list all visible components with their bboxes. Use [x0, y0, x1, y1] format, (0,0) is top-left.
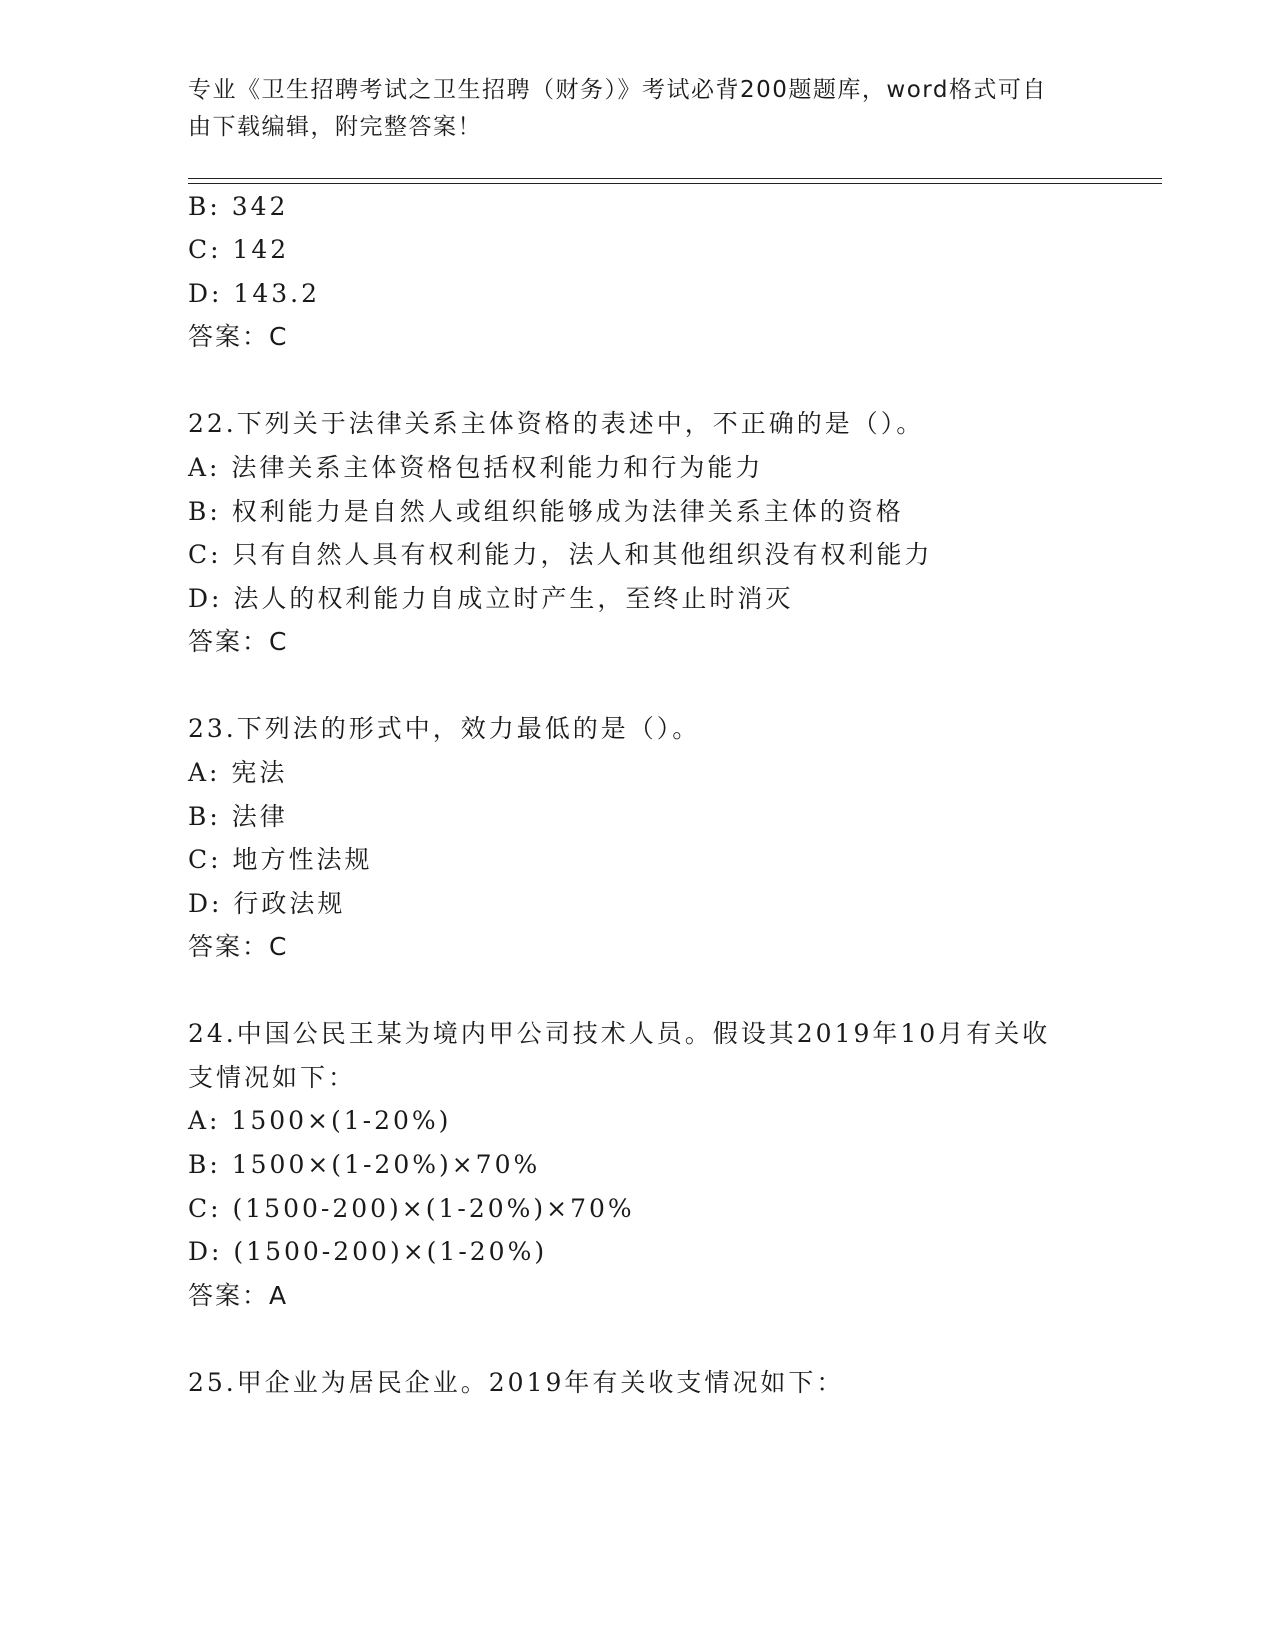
q23-option-a: A: 宪法	[188, 758, 288, 787]
q24-option-c: C: (1500-200)×(1-20%)×70%	[188, 1194, 635, 1223]
q24-stem-line-2: 支情况如下：	[188, 1063, 357, 1092]
q24-answer: 答案：A	[188, 1281, 289, 1310]
q23-option-c: C: 地方性法规	[188, 845, 373, 874]
header-line-2: 由下载编辑，附完整答案！	[188, 114, 482, 140]
q23-option-d: D: 行政法规	[188, 889, 346, 918]
q24-option-b: B: 1500×(1-20%)×70%	[188, 1150, 541, 1179]
header-divider-top	[188, 178, 1162, 179]
q23-option-b: B: 法律	[188, 802, 288, 831]
q22-option-b: B: 权利能力是自然人或组织能够成为法律关系主体的资格	[188, 497, 904, 526]
q21-option-b: B: 342	[188, 192, 289, 221]
header-divider-bottom	[188, 183, 1162, 184]
header-line-1: 专业《卫生招聘考试之卫生招聘（财务）》考试必背200题题库，word格式可自	[188, 77, 1047, 103]
q23-answer: 答案：C	[188, 932, 289, 961]
q22-option-a: A: 法律关系主体资格包括权利能力和行为能力	[188, 453, 764, 482]
q22-option-c: C: 只有自然人具有权利能力，法人和其他组织没有权利能力	[188, 540, 933, 569]
q22-stem: 22.下列关于法律关系主体资格的表述中，不正确的是（）。	[188, 409, 925, 438]
q22-option-d: D: 法人的权利能力自成立时产生，至终止时消灭	[188, 584, 794, 613]
q24-option-d: D: (1500-200)×(1-20%)	[188, 1237, 548, 1266]
document-header	[188, 72, 1068, 146]
q25-stem: 25.甲企业为居民企业。2019年有关收支情况如下：	[188, 1368, 845, 1397]
q21-answer: 答案：C	[188, 322, 289, 351]
q23-stem: 23.下列法的形式中，效力最低的是（）。	[188, 714, 701, 743]
q22-answer: 答案：C	[188, 627, 289, 656]
q24-stem-line-1: 24.中国公民王某为境内甲公司技术人员。假设其2019年10月有关收	[188, 1019, 1051, 1048]
q21-option-c: C: 142	[188, 235, 290, 264]
q21-option-d: D: 143.2	[188, 279, 320, 308]
q24-option-a: A: 1500×(1-20%)	[188, 1106, 452, 1135]
